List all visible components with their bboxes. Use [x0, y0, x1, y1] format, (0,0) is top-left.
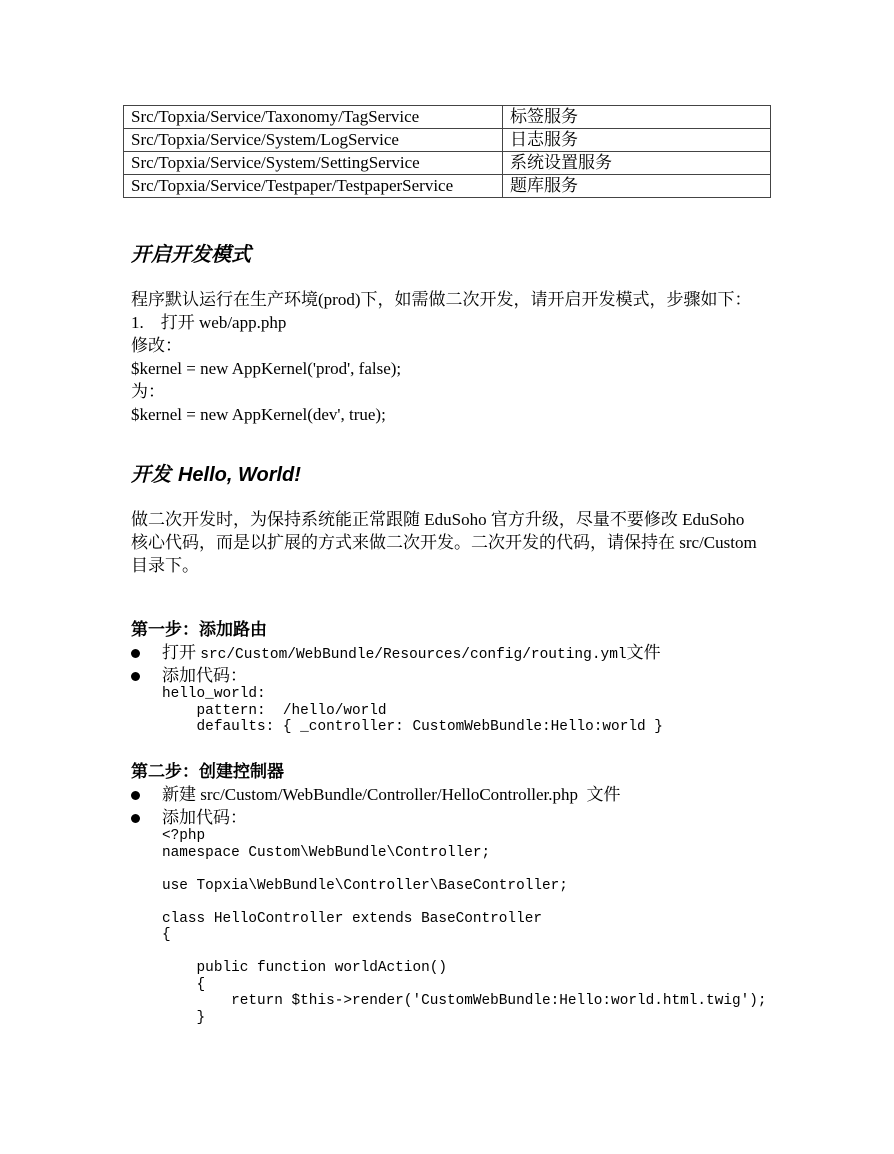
hello-line: 目录下。: [131, 556, 199, 575]
hello-world-heading: [131, 458, 301, 487]
dev-mode-line: 为：: [131, 382, 165, 401]
dev-mode-line: 修改：: [131, 336, 182, 355]
bullet-dot-icon: [131, 791, 140, 800]
bullet-prefix: 打开: [162, 643, 201, 662]
service-path-cell: Src/Topxia/Service/Testpaper/TestpaperService: [124, 175, 503, 198]
dev-mode-line: 程序默认运行在生产环境(prod)下，如需做二次开发，请开启开发模式，步骤如下：: [131, 290, 752, 309]
table-row: [124, 152, 771, 175]
service-desc-cell: 标签服务: [503, 106, 771, 129]
bullet-dot-icon: [131, 672, 140, 681]
bullet-text: 添加代码：: [162, 666, 247, 685]
dev-mode-line: $kernel = new AppKernel(dev', true);: [131, 405, 386, 424]
dev-mode-body: [131, 288, 751, 426]
service-desc-cell: 日志服务: [503, 129, 771, 152]
service-path-cell: Src/Topxia/Service/System/LogService: [124, 129, 503, 152]
step2-heading: 第二步：创建控制器: [131, 762, 284, 782]
routing-code-block: hello_world: pattern: /hello/world defaults: { _controller: CustomWebBundle:Hello:world }: [162, 686, 663, 735]
step1-heading: 第一步：添加路由: [131, 620, 267, 640]
dev-mode-heading: 开启开发模式: [131, 242, 251, 266]
service-desc-cell: 系统设置服务: [503, 152, 771, 175]
hello-heading-en: Hello, World!: [177, 464, 301, 486]
dev-mode-line: 1. 打开 web/app.php: [131, 313, 287, 332]
table-row: [124, 106, 771, 129]
bullet-dot-icon: [131, 649, 140, 658]
hello-line: 做二次开发时，为保持系统能正常跟随 EduSoho 官方升级，尽量不要修改 EduSoho: [131, 510, 745, 529]
service-table: [123, 105, 771, 198]
hello-line: 核心代码，而是以扩展的方式来做二次开发。二次开发的代码，请保持在 src/Custom: [131, 533, 757, 552]
table-row: [124, 129, 771, 152]
bullet-text: 添加代码：: [162, 808, 247, 827]
bullet-dot-icon: [131, 814, 140, 823]
service-path-cell: Src/Topxia/Service/Taxonomy/TagService: [124, 106, 503, 129]
table-row: [124, 175, 771, 198]
bullet-text: [162, 642, 661, 666]
bullet-suffix: 文件: [626, 643, 661, 662]
bullet-text: 新建 src/Custom/WebBundle/Controller/HelloController.php 文件: [162, 785, 621, 804]
controller-code-block: <?php namespace Custom\WebBundle\Controller; use Topxia\WebBundle\Controller\BaseController; class HelloController extends BaseController { public function worldAction() { return $this->render('CustomWebBundle:Hello:world.html.twig'); }: [162, 828, 767, 1026]
service-desc-cell: 题库服务: [503, 175, 771, 198]
dev-mode-line: $kernel = new AppKernel('prod', false);: [131, 359, 402, 378]
service-path-cell: Src/Topxia/Service/System/SettingService: [124, 152, 503, 175]
hello-heading-cn: 开发: [131, 462, 171, 486]
hello-body: [131, 508, 757, 577]
routing-file-path: src/Custom/WebBundle/Resources/config/routing.yml: [200, 647, 627, 663]
